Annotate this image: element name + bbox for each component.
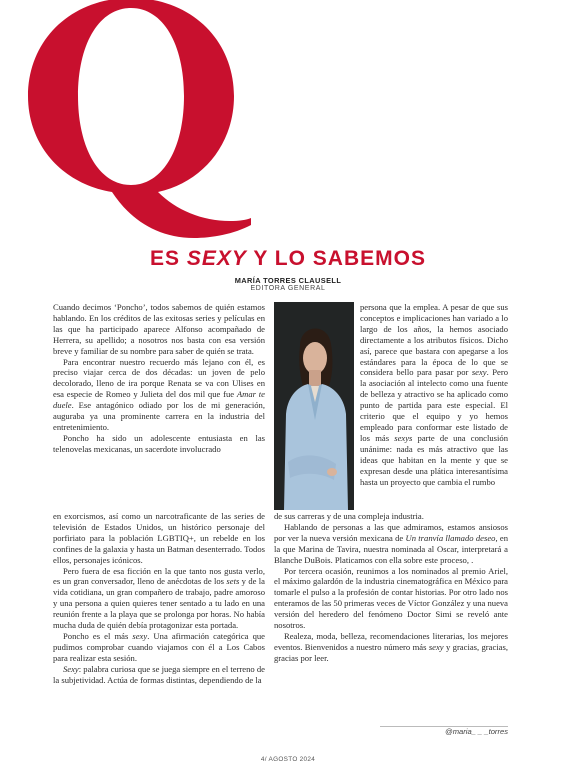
paragraph-most-sexy [53,631,265,664]
headline-text-start: ES [150,247,187,270]
author-photo [274,302,354,510]
paragraph-career-continued: en exorcismos, así como un narcotraficante de las series de televisión de Estados Unidos, un histórico personaje del porfiriato para la población LGBTIQ+, un rebelde en los confines de la galaxia y hasta un Batman desenterrado. Todos ellos, personajes icónicos. [53,511,265,565]
fiction-text-b: y de la vida cotidiana, un gran compañero de trabajo, padre amoroso y una persona a quien quieres tener sentado a tu lado en una reunión frente a la playa que se prolonga por horas. No había mucha duda de quién debía protagonizar esta portada. [53,576,265,631]
telenovela-title: Amar te duele [53,389,265,411]
paragraph-career-start: Poncho ha sido un adolescente entusiasta en las telenovelas mexicanas, un sacerdote involucrado [53,432,265,454]
right-column [360,302,508,487]
tranvia-em: Un tranvía llamado deseo [405,532,496,543]
word-sexy-text: : palabra curiosa que se juega siempre en el terreno de la subjetividad. Actúa de formas distintas, dependiendo de la [53,663,265,685]
paragraph-right-continued: de sus carreras y de una compleja industria. [274,511,424,521]
paragraph-intro: Cuando decimos ‘Poncho’, todos sabemos de quién estamos hablando. En los créditos de las exitosas series y películas en las que ha participado aparece Alfonso acompañado de Herrera, su apellido; a nosotros nos basta con esa versión breve y familiar de su nombre para saber de quién se trata. [53,302,265,356]
paragraph-memory [53,357,265,433]
paragraph-memory-end: . Ese antagónico odiado por los de mi generación, auguraba ya una prominente carrera en la industria del entretenimiento. [53,400,265,432]
author-role: EDITORA GENERAL [250,285,326,292]
paragraph-memory-text: Para encontrar nuestro recuerdo más lejano con él, es preciso viajar cerca de dos décadas: un joven de pelo decolorado, lleno de ira porque Renata se va con Ulises en esa especie de Romeo y Julieta del dos mil que fue [53,356,265,400]
word-sexy-em: Sexy [63,663,79,674]
right-text-3: parte de una conclusión unánime: nada es más atractivo que las ideas que habitan en la mente y que se expresan desde una plática interesantísima hasta un proyecto que cambia el rumbo [360,432,508,487]
fiction-text-a: Pero fuera de esa ficción en la que tanto nos gusta verlo, es un gran conversador, lleno de anécdotas de los [53,565,265,587]
lower-right-block [274,511,508,664]
author-name: MARÍA TORRES CLAUSELL [234,276,342,285]
paragraph-tranvia [274,522,508,566]
most-sexy-a: Poncho es el más [63,630,133,641]
paragraph-sexy-definition [360,302,508,487]
closing-em: sexy [428,641,444,652]
tranvia-a: Hablando de personas a las que admiramos, estamos ansiosos por ver la nueva versión mexicana de [274,521,508,543]
closing-a: Realeza, moda, belleza, recomendaciones literarias, los mejores eventos. Bienvenidos a nuestro número más [274,630,508,652]
paragraph-word-sexy [53,664,265,686]
paragraph-fiction [53,566,265,631]
article-headline [0,247,576,271]
q-letter-graphic [6,0,256,250]
paragraph-ariel: Por tercera ocasión, reunimos a los nominados al premio Ariel, el máximo galardón de la industria cinematográfica en México para tomarle el pulso a la profesión de contar historias. Por otro lado nos enteramos de las 50 primeras veces de Víctor González y una nueva versión del heredero del fenómeno Doctor Simi se reveló ante nosotros. [274,565,508,631]
right-em-1: sexy [471,367,487,378]
closing-b: y gracias, gracias, gracias por leer. [274,641,508,663]
right-text-2: . Pero la asociación al intelecto como una fuente de belleza y atractivo se ha aplicado como punto de partida para este especial. El criterio que el equipo y yo hemos empleado para conformar este listado de los más [360,367,508,443]
fiction-em-sets: sets [226,576,240,587]
decorative-q-letter [6,0,256,250]
most-sexy-em: sexy [132,630,148,641]
headline-text-end: Y LO SABEMOS [246,247,426,270]
tranvia-b: , en la que Marina de Tavira, nuestra nominada al Oscar, interpretará a Blanche DuBois. Platicamos con ella sobre este proceso, . [274,532,508,565]
right-text-1: persona que la emplea. A pesar de que sus conceptos e implicaciones han variado a lo largo de los años, la hemos asociado directamente a los atributos físicos. Dicho así, parece que bastara con apegarse a los estándares para la época de lo que se considera bello para pasar por [360,302,508,378]
headline-text-emphasis: SEXY [186,247,247,270]
left-column [53,302,265,455]
paragraph-closing [274,631,508,664]
portrait-image [274,302,354,510]
page-footer: 4/ AGOSTO 2024 [260,756,316,763]
social-handle[interactable]: @maria_ _ _torres [445,727,508,736]
right-em-2: sexys [394,432,413,443]
most-sexy-b: . Una afirmación categórica que pudimos comprobar cuando viajamos con él a Los Cabos para realizar esta sesión. [53,630,265,663]
